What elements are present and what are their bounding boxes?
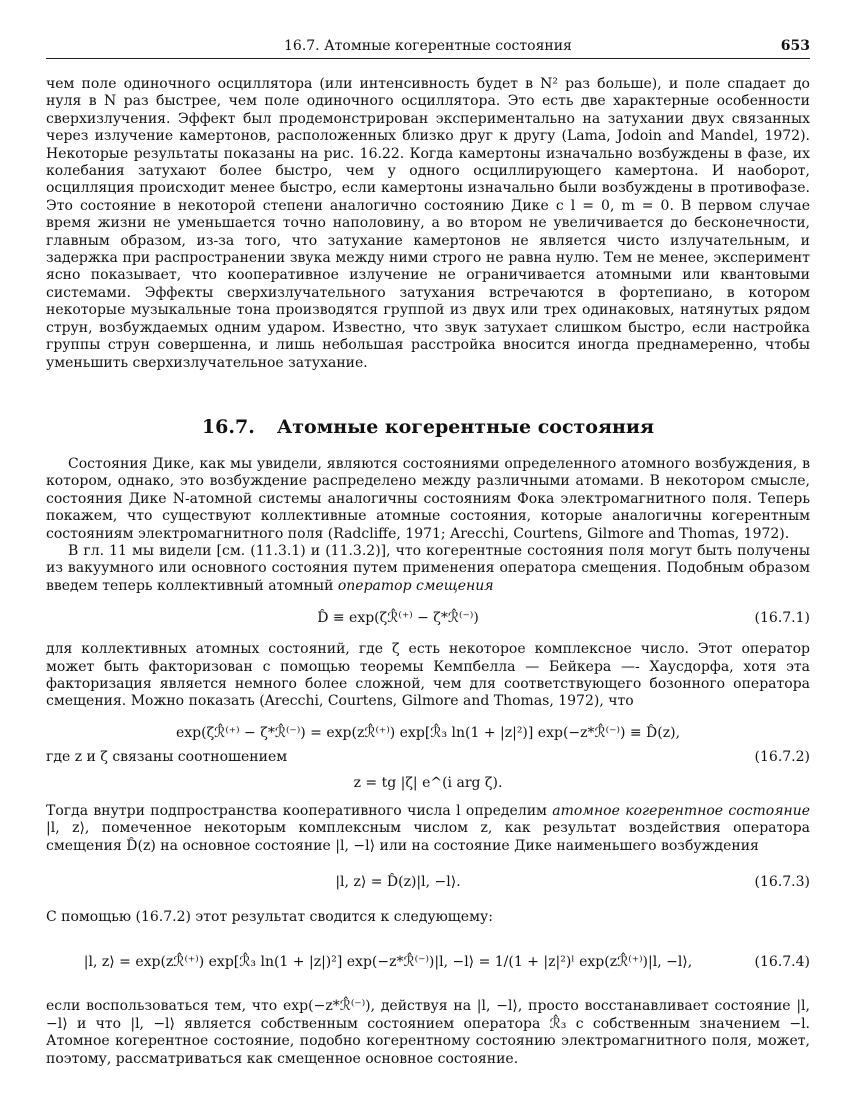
equation-formula: D̂ ≡ exp(ζℛ̂⁽⁺⁾ − ζ*ℛ̂⁽⁻⁾) — [317, 610, 479, 627]
equation-number: (16.7.1) — [754, 610, 810, 627]
running-header — [46, 38, 810, 59]
equation-formula: |l, z⟩ = exp(zℛ̂⁽⁺⁾) exp[ℛ̂₃ ln(1 + |z|)²] exp(−z*ℛ̂⁽⁻⁾)|l, −l⟩ = 1/(1 + |z|²)ˡ exp(zℛ̂⁽⁺⁾)|l, −l⟩, — [83, 954, 693, 971]
equation-number: (16.7.3) — [754, 874, 810, 890]
paragraph-factorization: для коллективных атомных состояний, где ζ есть некоторое комплексное число. Этот оператор может быть факторизован с помощью теоремы Кемпбелла — Бейкера —- Хаусдорфа, хотя эта факторизация является немного более сложной, чем для соответствующего бозонного оператора смещения. Можно показать (Arecchi, Courtens, Gilmore and Thomas, 1972), что — [46, 641, 810, 710]
section-number: 16.7. — [201, 415, 255, 438]
equation-16-7-1 — [46, 605, 810, 631]
paragraph-atomic-coherent-state — [46, 803, 810, 855]
emphasized-term: атомное когерентное состояние — [552, 802, 810, 819]
equation-number: (16.7.2) — [754, 748, 810, 765]
paragraph-displacement-operator — [46, 543, 810, 595]
paragraph-dicke-states: Состояния Дике, как мы увидели, являются состояниями определенного атомного возбуждения, в котором, однако, это возбуждение распределено между различными атомами. В некотором смысле, состояния Дике N-атомной системы аналогичны состояниям Фока электромагнитного поля. Теперь покажем, что существуют коллективные атомные состояния, которые аналогичны когерентным состояниям электромагнитного поля (Radcliffe, 1971; Arecchi, Courtens, Gilmore and Thomas, 1972). — [46, 455, 810, 542]
equation-16-7-2 — [46, 721, 810, 797]
running-header-title: 16.7. Атомные когерентные состояния — [284, 38, 572, 54]
paragraph-superradiance: чем поле одиночного осциллятора (или интенсивность будет в N² раз больше), и поле спадает до нуля в N раз быстрее, чем поле одиночного осциллятора. Это есть две характерные особенности сверхизлучения. Эффект был продемонстрирован экспериментально на затухании двух связанных через излучение камертонов, расположенных близко друг к другу (Lama, Jodoin and Mandel, 1972). Некоторые результаты показаны на рис. 16.22. Когда камертоны изначально возбуждены в фазе, их колебания затухают более быстро, чем у одного осциллирующего камертона. И наоборот, осцилляция происходит менее быстро, если камертоны изначально были возбуждены в противофазе. Это состояние в некоторой степени аналогично состоянию Дике с l = 0, m = 0. В первом случае время жизни не уменьшается точно наполовину, а во втором не увеличивается до бесконечности, главным образом, из-за того, что затухание камертонов не является чисто излучательным, и задержка при распространении звука между ними строго не равна нулю. Тем не менее, эксперимент ясно показывает, что кооперативное излучение не ограничивается атомными или квантовыми системами. Эффекты сверхизлучательного затухания встречаются в фортепиано, в котором некоторые музыкальные тона производятся группой из двух или трех одинаковых, натянутых рядом струн, возбуждаемых одним ударом. Известно, что звук затухает слишком быстро, если настройка группы струн совершенна, и лишь небольшая расстройка вносится иногда преднамеренно, чтобы уменьшить сверхизлучательное затухание. — [46, 76, 810, 371]
section-heading — [46, 416, 810, 438]
equation-16-7-3 — [46, 869, 810, 895]
equation-formula: exp(ζℛ̂⁽⁺⁾ − ζ*ℛ̂⁽⁻⁾) = exp(zℛ̂⁽⁺⁾) exp[ℛ̂₃ ln(1 + |z|²)] exp(−z*ℛ̂⁽⁻⁾) ≡ D̂(z), — [175, 724, 681, 741]
paragraph-text: |l, z⟩, помеченное некоторым комплексным числом z, как результат воздействия оператора смещения D̂(z) на основное состояние |l, −l⟩ или на состояние Дике наименьшего возбуждения — [46, 820, 810, 854]
paragraph-text: В гл. 11 мы видели [см. (11.3.1) и (11.3.2)], что когерентные состояния поля могут быть получены из вакуумного или основного состояния путем применения оператора смещения. Подобным образом введем теперь коллективный атомный — [46, 542, 810, 594]
page — [46, 38, 810, 1068]
equation-16-7-4 — [46, 936, 810, 988]
equation-formula-relation: z = tg |ζ| e^(i arg ζ). — [353, 774, 503, 791]
page-number: 653 — [780, 38, 810, 54]
equation-number: (16.7.4) — [754, 954, 810, 971]
equation-connective-text: где z и ζ связаны соотношением — [46, 748, 288, 765]
emphasized-term: оператор смещения — [337, 577, 494, 594]
paragraph-reduction: С помощью (16.7.2) этот результат сводится к следующему: — [46, 909, 493, 925]
paragraph-text: Тогда внутри подпространства кооперативного числа l определим — [46, 802, 553, 819]
equation-formula: |l, z⟩ = D̂(z)|l, −l⟩. — [335, 874, 461, 890]
paragraph-conclusion: если воспользоваться тем, что exp(−z*ℛ̂⁽⁻⁾), действуя на |l, −l⟩, просто восстанавливает состояние |l, −l⟩ и что |l, −l⟩ является собственным состоянием оператора ℛ̂₃ с собственным значением −l. Атомное когерентное состояние, подобно когерентному состоянию электромагнитного поля, может, поэтому, рассматриваться как смещенное основное состояние. — [46, 998, 810, 1067]
section-title: Атомные когерентные состояния — [276, 415, 655, 438]
